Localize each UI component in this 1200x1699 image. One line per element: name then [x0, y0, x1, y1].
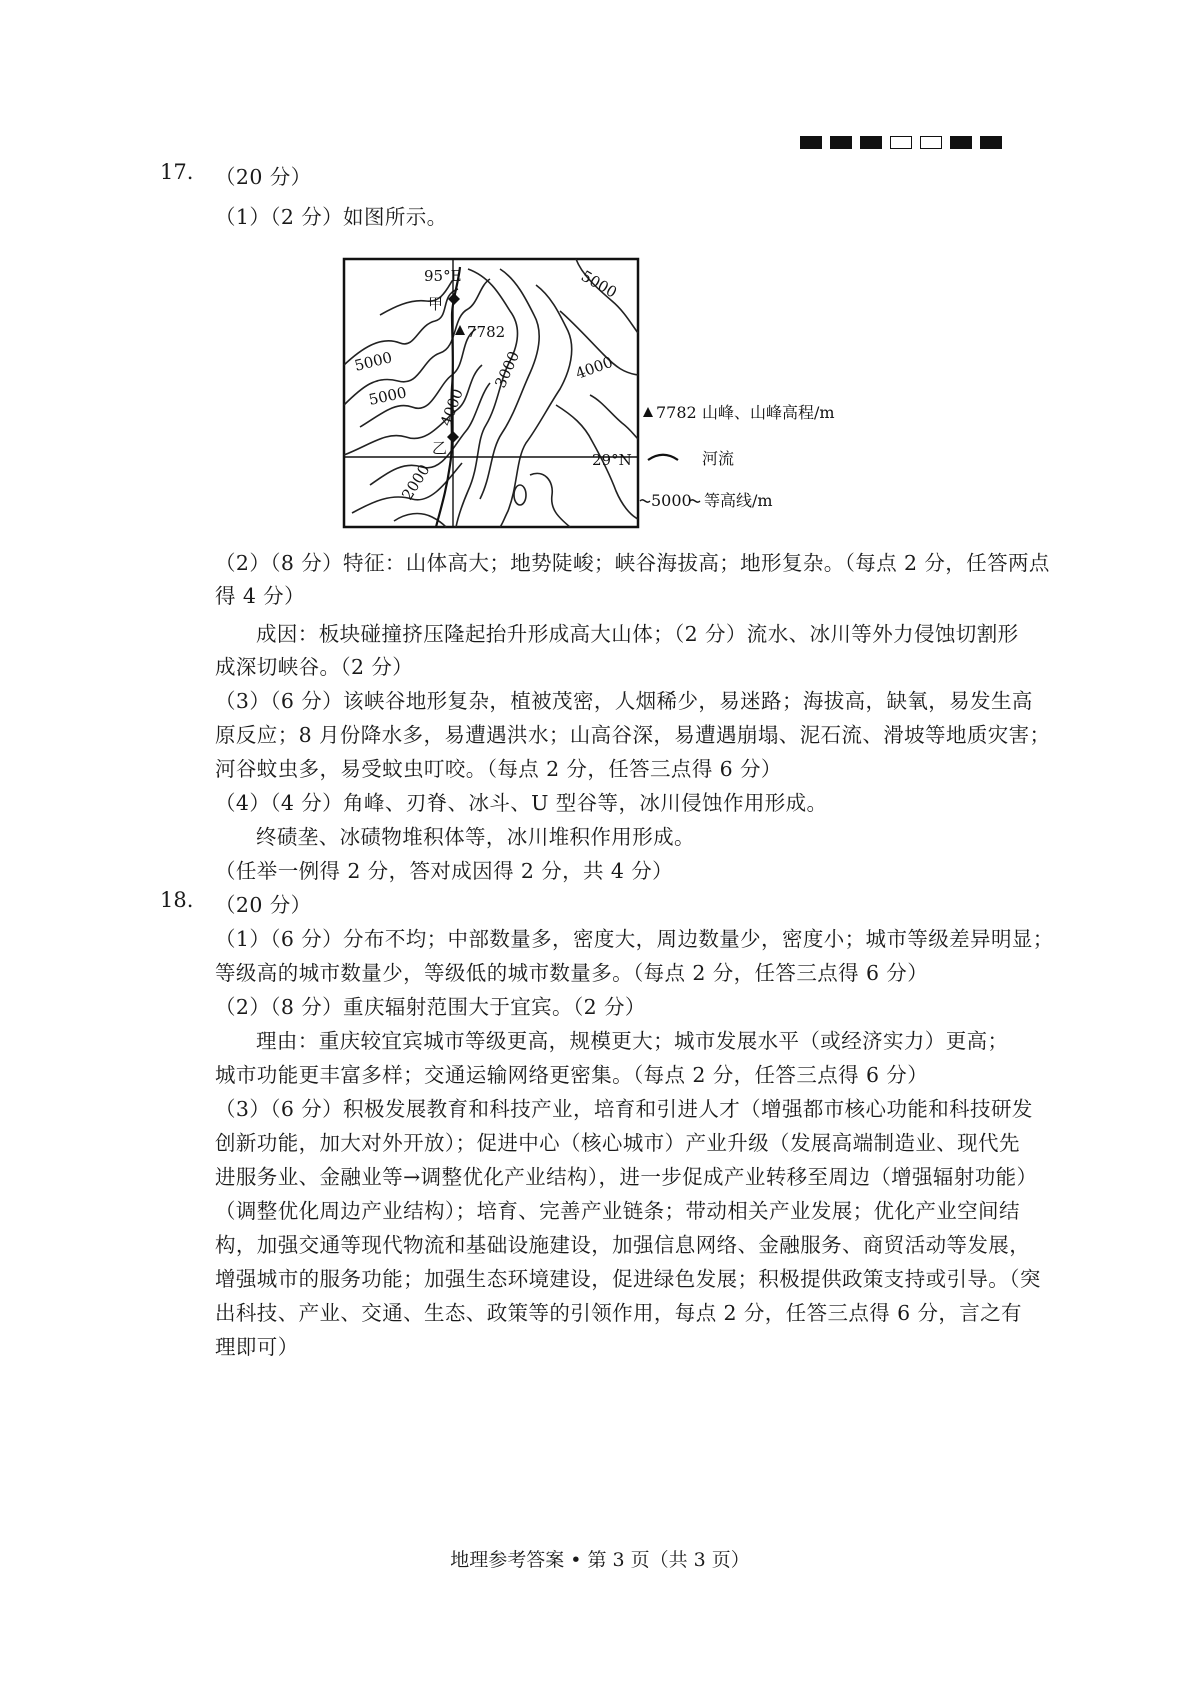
contour-label: 4000: [436, 386, 467, 429]
q17-part2-line1: （2）（8 分）特征：山体高大；地势陡峻；峡谷海拔高；地形复杂。（每点 2 分，任答两点: [215, 551, 1050, 575]
header-squares: [800, 136, 1002, 150]
q17-part4-line2: 终碛垄、冰碛物堆积体等，冰川堆积作用形成。: [256, 825, 695, 849]
legend-contour-number: 5000: [651, 491, 692, 510]
header-square: [950, 136, 972, 149]
contour-label: 2000: [398, 461, 434, 504]
question-18-score: （20 分）: [215, 893, 312, 917]
q17-part2-line3: 成因：板块碰撞挤压隆起抬升形成高大山体；（2 分）流水、冰川等外力侵蚀切割形: [256, 622, 1019, 646]
q18-part3-line2: 创新功能，加大对外开放）；促进中心（核心城市）产业升级（发展高端制造业、现代先: [215, 1131, 1020, 1155]
contour-label: 5000: [352, 348, 395, 375]
question-17-score: （20 分）: [215, 165, 312, 189]
q18-part3-line3: 进服务业、金融业等→调整优化产业结构），进一步促成产业转移至周边（增强辐射功能）: [215, 1165, 1038, 1189]
contour-label: 3000: [491, 348, 524, 391]
contour-label: 5000: [367, 383, 409, 409]
q18-part2-line1: （2）（8 分）重庆辐射范围大于宜宾。（2 分）: [215, 995, 646, 1019]
q17-part2-line4: 成深切峡谷。（2 分）: [215, 655, 414, 679]
legend-peak-icon: [643, 407, 653, 417]
q17-part3-line3: 河谷蚊虫多，易受蚊虫叮咬。（每点 2 分，任答三点得 6 分）: [215, 757, 782, 781]
header-square: [830, 136, 852, 149]
point-yi-label: 乙: [432, 439, 448, 457]
q17-part4-line1: （4）（4 分）角峰、刃脊、冰斗、U 型谷等，冰川侵蚀作用形成。: [215, 791, 828, 815]
point-jia-label: 甲: [428, 295, 444, 313]
q17-part2-line2: 得 4 分）: [215, 584, 305, 608]
q18-part2-line2: 理由：重庆较宜宾城市等级更高，规模更大；城市发展水平（或经济实力）更高；: [256, 1029, 1009, 1053]
peak-label: 7782: [467, 323, 506, 341]
legend-contour-icon-left: [640, 500, 650, 502]
map-legend: [640, 403, 835, 510]
q18-part1-line1: （1）（6 分）分布不均；中部数量多，密度大，周边数量少，密度小；城市等级差异明显；: [215, 927, 1054, 951]
q18-part3-line6: 增强城市的服务功能；加强生态环境建设，促进绿色发展；积极提供政策支持或引导。（突: [215, 1267, 1041, 1291]
q17-part1: （1）（2 分）如图所示。: [215, 205, 448, 229]
contour-label: 5000: [578, 266, 621, 302]
legend-peak-label: 山峰、山峰高程/m: [702, 403, 835, 422]
q18-part2-line3: 城市功能更丰富多样；交通运输网络更密集。（每点 2 分，任答三点得 6 分）: [215, 1063, 929, 1087]
page-footer: 地理参考答案 • 第 3 页（共 3 页）: [450, 1549, 750, 1571]
legend-river-icon: [648, 455, 678, 460]
q17-part3-line1: （3）（6 分）该峡谷地形复杂，植被茂密，人烟稀少，易迷路；海拔高，缺氧，易发生高: [215, 689, 1033, 713]
q17-part4-line3: （任举一例得 2 分，答对成因得 2 分，共 4 分）: [215, 859, 674, 883]
legend-river-label: 河流: [702, 449, 735, 468]
header-square: [860, 136, 882, 149]
contour-map: [340, 255, 835, 540]
header-square: [890, 136, 912, 149]
latitude-label: 29°N: [592, 451, 632, 469]
header-square: [800, 136, 822, 149]
q18-part3-line4: （调整优化周边产业结构）；培育、完善产业链条；带动相关产业发展；优化产业空间结: [215, 1199, 1020, 1223]
contour-label: 4000: [573, 352, 616, 383]
question-17-number: 17.: [160, 160, 194, 184]
q18-part3-line5: 构，加强交通等现代物流和基础设施建设，加强信息网络、金融服务、商贸活动等发展，: [215, 1233, 1031, 1257]
header-square: [920, 136, 942, 149]
q18-part3-line8: 理即可）: [215, 1335, 299, 1359]
legend-peak-number: 7782: [656, 403, 697, 422]
question-18-number: 18.: [160, 888, 194, 912]
legend-contour-label: 等高线/m: [704, 491, 773, 510]
header-square: [980, 136, 1002, 149]
q18-part3-line7: 出科技、产业、交通、生态、政策等的引领作用，每点 2 分，任答三点得 6 分，言之有: [215, 1301, 1022, 1325]
q17-part3-line2: 原反应；8 月份降水多，易遭遇洪水；山高谷深，易遭遇崩塌、泥石流、滑坡等地质灾害；: [215, 723, 1051, 747]
q18-part1-line2: 等级高的城市数量少，等级低的城市数量多。（每点 2 分，任答三点得 6 分）: [215, 961, 929, 985]
longitude-label: 95°E: [424, 267, 462, 285]
q18-part3-line1: （3）（6 分）积极发展教育和科技产业，培育和引进人才（增强都市核心功能和科技研发: [215, 1097, 1033, 1121]
